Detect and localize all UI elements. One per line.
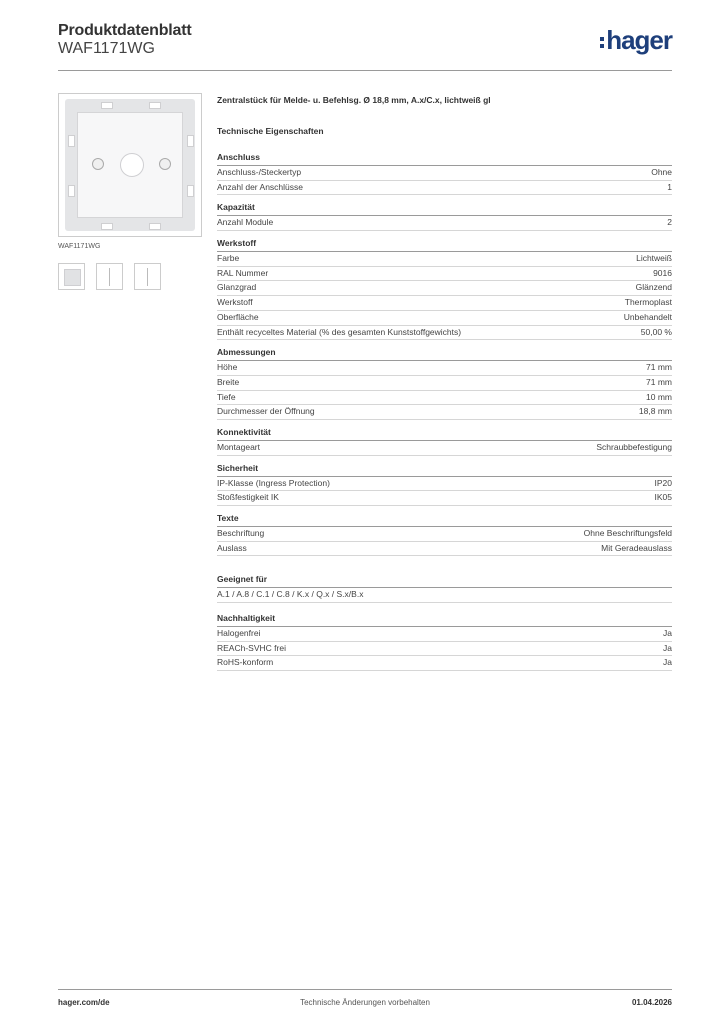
logo-dots-icon <box>600 34 604 51</box>
table-row: Tiefe 10 mm <box>217 391 672 406</box>
table-row: Höhe 71 mm <box>217 361 672 376</box>
screw-icon <box>92 158 104 170</box>
table-row: A.1 / A.8 / C.1 / C.8 / K.x / Q.x / S.x/B.x <box>217 588 672 603</box>
table-row: IP-Klasse (Ingress Protection) IP20 <box>217 477 672 492</box>
section-title: Anschluss <box>217 152 672 166</box>
product-details <box>217 95 672 678</box>
product-description: Zentralstück für Melde- u. Befehlsg. Ø 18,8 mm, A.x/C.x, lichtweiß gl <box>217 95 491 105</box>
table-row: RoHS-konform Ja <box>217 656 672 671</box>
hager-logo <box>600 25 672 56</box>
section-texte <box>217 513 672 556</box>
section-kapazitaet <box>217 202 672 231</box>
section-nachhaltigkeit <box>217 613 672 671</box>
table-row: Beschriftung Ohne Beschriftungsfeld <box>217 527 672 542</box>
table-row: Farbe Lichtweiß <box>217 252 672 267</box>
section-title: Nachhaltigkeit <box>217 613 672 627</box>
table-row: Oberfläche Unbehandelt <box>217 311 672 326</box>
thumbnail-profile[interactable] <box>134 263 161 290</box>
table-row: Stoßfestigkeit IK IK05 <box>217 491 672 506</box>
section-title: Sicherheit <box>217 463 672 477</box>
page-footer <box>58 989 672 1010</box>
table-row: Auslass Mit Geradeauslass <box>217 542 672 557</box>
footer-date: 01.04.2026 <box>631 998 672 1007</box>
section-title: Texte <box>217 513 672 527</box>
opening-graphic <box>120 153 144 177</box>
table-row: REACh-SVHC frei Ja <box>217 642 672 657</box>
section-sicherheit <box>217 463 672 506</box>
section-title: Werkstoff <box>217 238 672 252</box>
logo-text: hager <box>606 25 672 55</box>
section-title: Konnektivität <box>217 427 672 441</box>
properties-heading: Technische Eigenschaften <box>217 126 324 136</box>
page-title: Produktdatenblatt <box>58 22 192 39</box>
section-title: Kapazität <box>217 202 672 216</box>
table-row: Anzahl der Anschlüsse 1 <box>217 181 672 196</box>
table-row: Anschluss-/Steckertyp Ohne <box>217 166 672 181</box>
table-row: Montageart Schraubbefestigung <box>217 441 672 456</box>
table-row: Werkstoff Thermoplast <box>217 296 672 311</box>
table-row: Anzahl Module 2 <box>217 216 672 231</box>
screw-icon <box>159 158 171 170</box>
section-title: Geeignet für <box>217 574 672 588</box>
table-row: Enthält recyceltes Material (% des gesamten Kunststoffgewichts) 50,00 % <box>217 326 672 341</box>
table-row: Halogenfrei Ja <box>217 627 672 642</box>
footer-website-link[interactable]: hager.com/de <box>58 998 110 1007</box>
product-image[interactable] <box>58 93 202 237</box>
section-abmessungen <box>217 347 672 420</box>
section-geeignet-fuer <box>217 574 672 603</box>
image-caption: WAF1171WG <box>58 243 101 250</box>
thumbnail-side[interactable] <box>96 263 123 290</box>
page-header <box>58 20 672 71</box>
section-konnektivitaet <box>217 427 672 456</box>
section-anschluss <box>217 152 672 195</box>
product-code: WAF1171WG <box>58 40 155 57</box>
table-row: Glanzgrad Glänzend <box>217 281 672 296</box>
footer-note: Technische Änderungen vorbehalten <box>300 998 430 1007</box>
section-werkstoff <box>217 238 672 340</box>
table-row: RAL Nummer 9016 <box>217 267 672 282</box>
thumbnail-front[interactable] <box>58 263 85 290</box>
table-row: Breite 71 mm <box>217 376 672 391</box>
section-title: Abmessungen <box>217 347 672 361</box>
table-row: Durchmesser der Öffnung 18,8 mm <box>217 405 672 420</box>
